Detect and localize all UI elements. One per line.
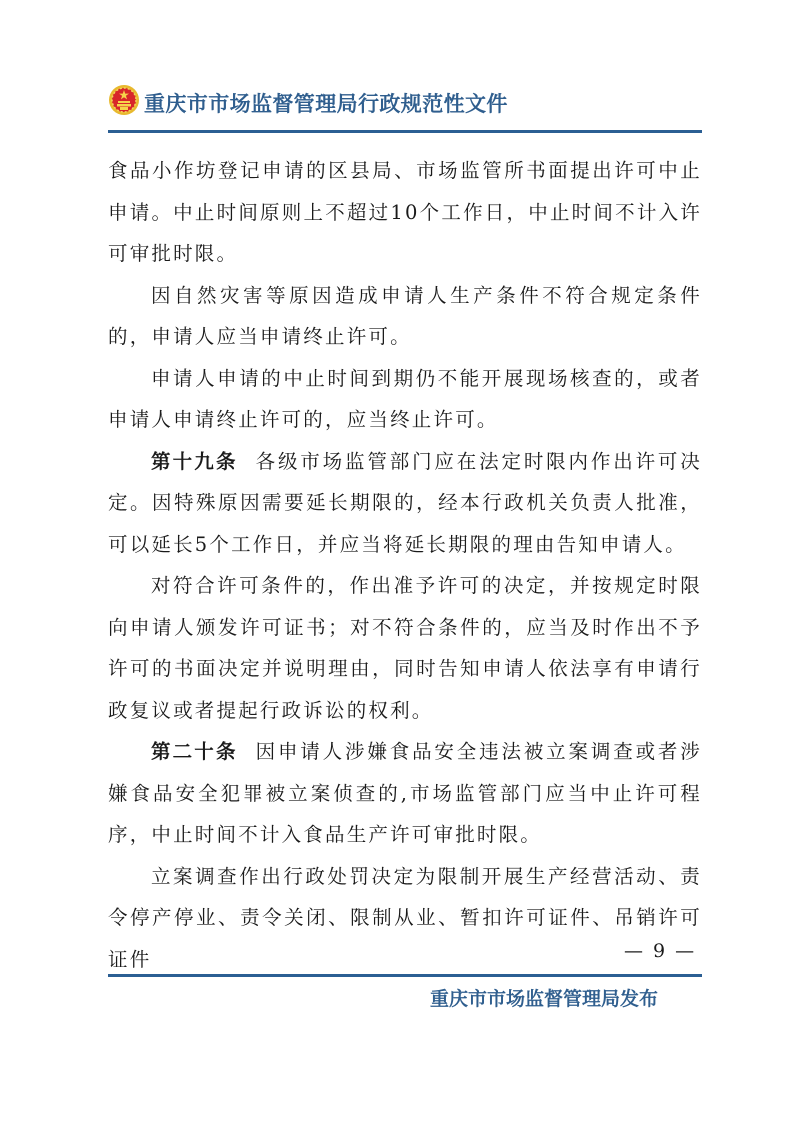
- paragraph-text: 各级市场监管部门应在法定时限内作出许可决定。因特殊原因需要延长期限的，经本行政机关负责人批准，可以延长5个工作日，并应当将延长期限的理由告知申请人。: [108, 449, 702, 556]
- article-label: 第十九条: [151, 449, 238, 473]
- national-emblem-icon: [108, 84, 140, 116]
- document-header: [108, 82, 702, 134]
- header-title: 重庆市市场监督管理局行政规范性文件: [144, 92, 508, 116]
- article-paragraph: [108, 441, 702, 566]
- paragraph: [108, 565, 702, 731]
- page-number: — 9 —: [624, 940, 697, 962]
- paragraph: [108, 358, 702, 441]
- article-label: 第二十条: [151, 740, 238, 763]
- paragraph-text: 食品小作坊登记申请的区县局、市场监管所书面提出许可中止申请。中止时间原则上不超过10个工作日，中止时间不计入许可审批时限。: [108, 159, 702, 265]
- paragraph-text: 申请人申请的中止时间到期仍不能开展现场核查的，或者申请人申请终止许可的，应当终止许可。: [108, 366, 702, 431]
- article-paragraph: [108, 731, 702, 856]
- footer-divider: [108, 974, 702, 977]
- footer-publisher: 重庆市市场监督管理局发布: [430, 988, 659, 1010]
- paragraph: [108, 150, 702, 275]
- paragraph: [108, 856, 702, 981]
- paragraph-text: 因申请人涉嫌食品安全违法被立案调查或者涉嫌食品安全犯罪被立案侦查的,市场监管部门应当中止许可程序，中止时间不计入食品生产许可审批时限。: [108, 740, 702, 846]
- paragraph-text: 对符合许可条件的，作出准予许可的决定，并按规定时限向申请人颁发许可证书；对不符合条件的，应当及时作出不予许可的书面决定并说明理由，同时告知申请人依法享有申请行政复议或者提起行政诉讼的权利。: [108, 574, 702, 722]
- paragraph-text: 立案调查作出行政处罚决定为限制开展生产经营活动、责令停产停业、责令关闭、限制从业、暂扣许可证件、吊销许可证件: [108, 864, 702, 971]
- document-body: [108, 150, 702, 980]
- paragraph-text: 因自然灾害等原因造成申请人生产条件不符合规定条件的，申请人应当申请终止许可。: [108, 283, 702, 348]
- header-divider: [108, 130, 702, 133]
- paragraph: [108, 275, 702, 358]
